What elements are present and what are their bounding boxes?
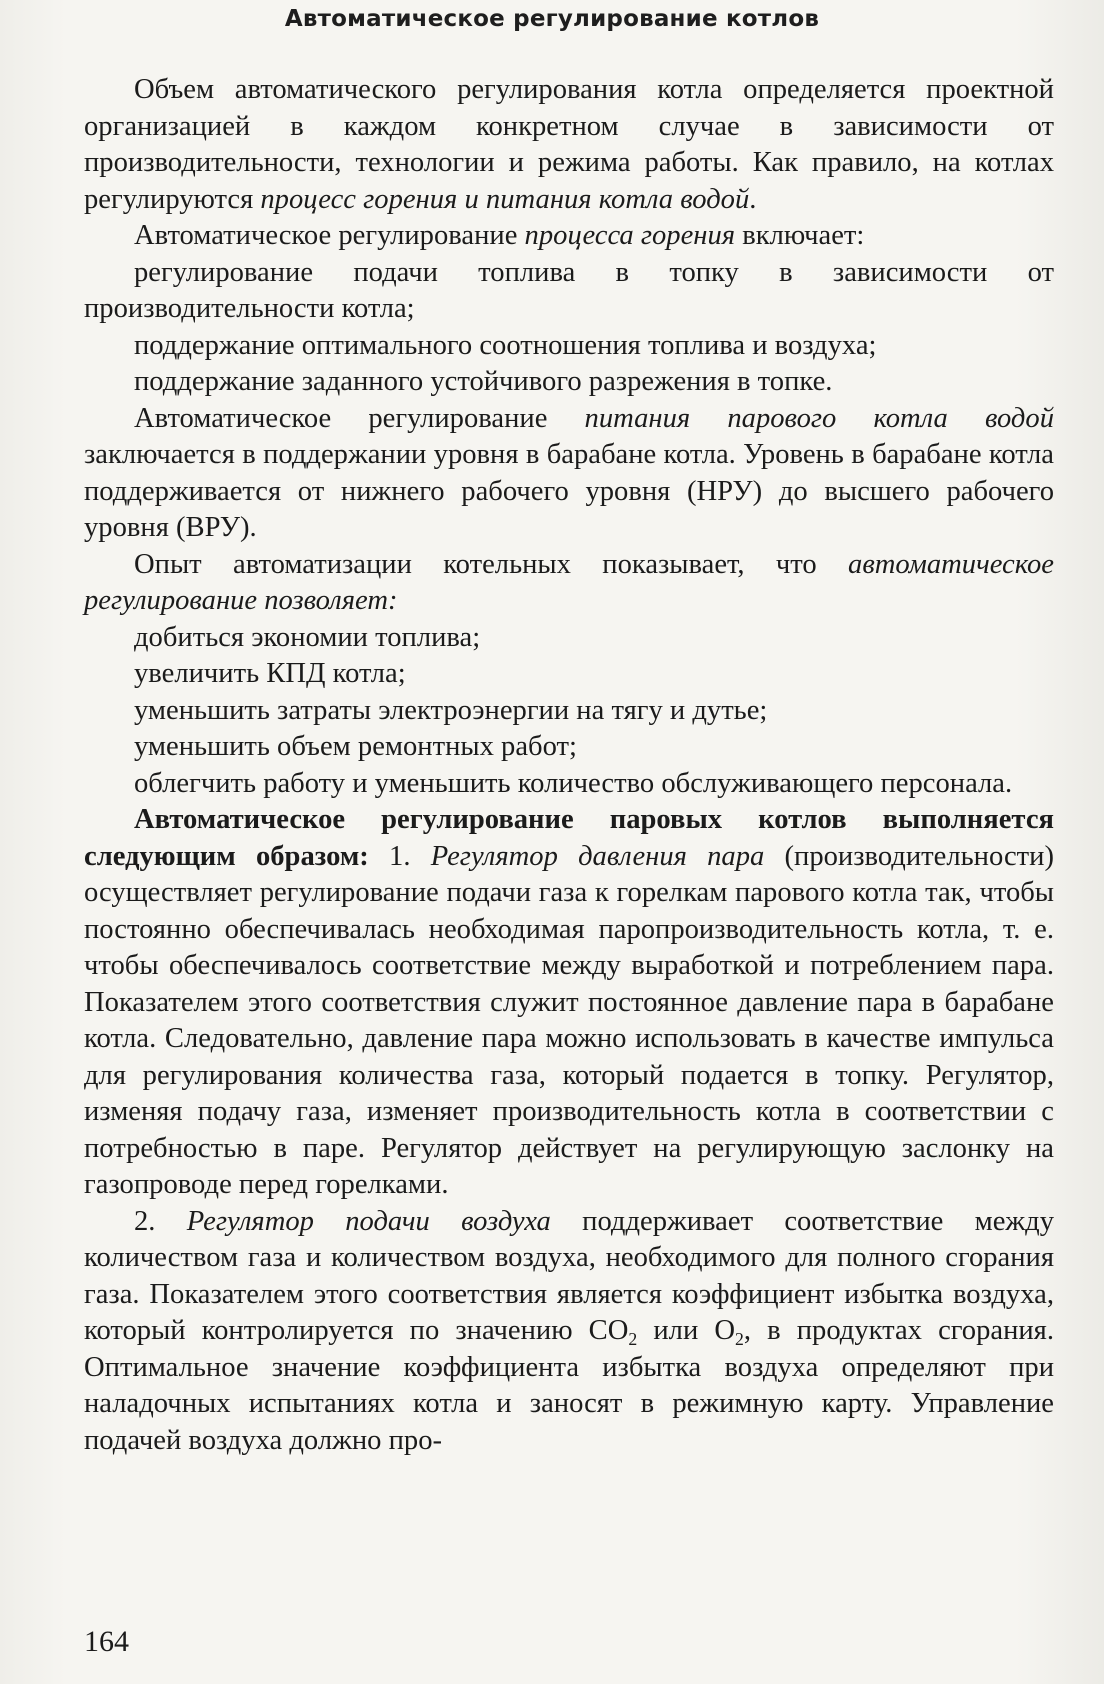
- list-item: регулирование подачи топлива в топку в зависимости от производительности котла;: [84, 256, 1054, 324]
- page-title: Автоматическое регулирование котлов: [284, 6, 820, 32]
- list-item: поддержание заданного устойчивого разрежения в топке.: [134, 366, 833, 397]
- list-item: увеличить КПД котла;: [134, 658, 406, 689]
- paragraph-water-feed: Автоматическое регулирование питания парового котла водой заключается в поддержании уровня в барабане котла. Уровень в барабане котла поддерживается от нижнего рабочего уровня (НРУ) до высшего рабочего уровня (ВРУ).: [84, 402, 1054, 543]
- list-item: облегчить работу и уменьшить количество обслуживающего персонала.: [134, 767, 1013, 799]
- list-item: поддержание оптимального соотношения топлива и воздуха;: [134, 329, 877, 361]
- paragraph-intro: Объем автоматического регулирования котла определяется проектной организацией в каждом конкретном случае в зависимости от производительности, технологии и режима работы. Как правило, на котлах регулируются процесс горения и питания котла водой.: [84, 74, 1054, 215]
- paragraph-pressure-regulator: Автоматическое регулирование паровых котлов выполняется следующим образом: 1. Регулятор давления пара (производительности) осуществляет регулирование подачи газа к горелкам парового котла так, чтобы постоянно обеспечивалась необходимая паропроизводительность котла, т. е. чтобы обеспечивалось соответствие между выработкой и потреблением пара. Показателем этого соответствия служит постоянное давление пара в барабане котла. Следовательно, давление пара можно использовать в качестве импульса для регулирования количества газа, который подается в топку. Регулятор, изменяя подачу газа, изменяет производительность котла в соответствии с потребностью в паре. Регулятор действует на регулирующую заслонку на газопроводе перед горелками.: [84, 804, 1054, 1200]
- list-item: уменьшить затраты электроэнергии на тягу и дутье;: [134, 694, 768, 726]
- page-body: [84, 72, 1054, 1459]
- list-item: уменьшить объем ремонтных работ;: [134, 731, 577, 762]
- paragraph-combustion: Автоматическое регулирование процесса горения включает:: [134, 220, 865, 251]
- list-item: добиться экономии топлива;: [134, 621, 481, 653]
- paragraph-experience: Опыт автоматизации котельных показывает, что автоматическое регулирование позволяет:: [84, 548, 1054, 616]
- page-number: 164: [84, 1625, 129, 1658]
- paragraph-air-regulator: 2. Регулятор подачи воздуха поддерживает соответствие между количеством газа и количеством воздуха, необходимого для полного сгорания газа. Показателем этого соответствия является коэффициент избытка воздуха, который контролируется по значению $CO_2$ или $O_2$, в продуктах сгорания. Оптимальное значение коэффициента избытка воздуха определяют при наладочных испытаниях котла и заносят в режимную карту. Управление подачей воздуха должно про-: [84, 1205, 1054, 1456]
